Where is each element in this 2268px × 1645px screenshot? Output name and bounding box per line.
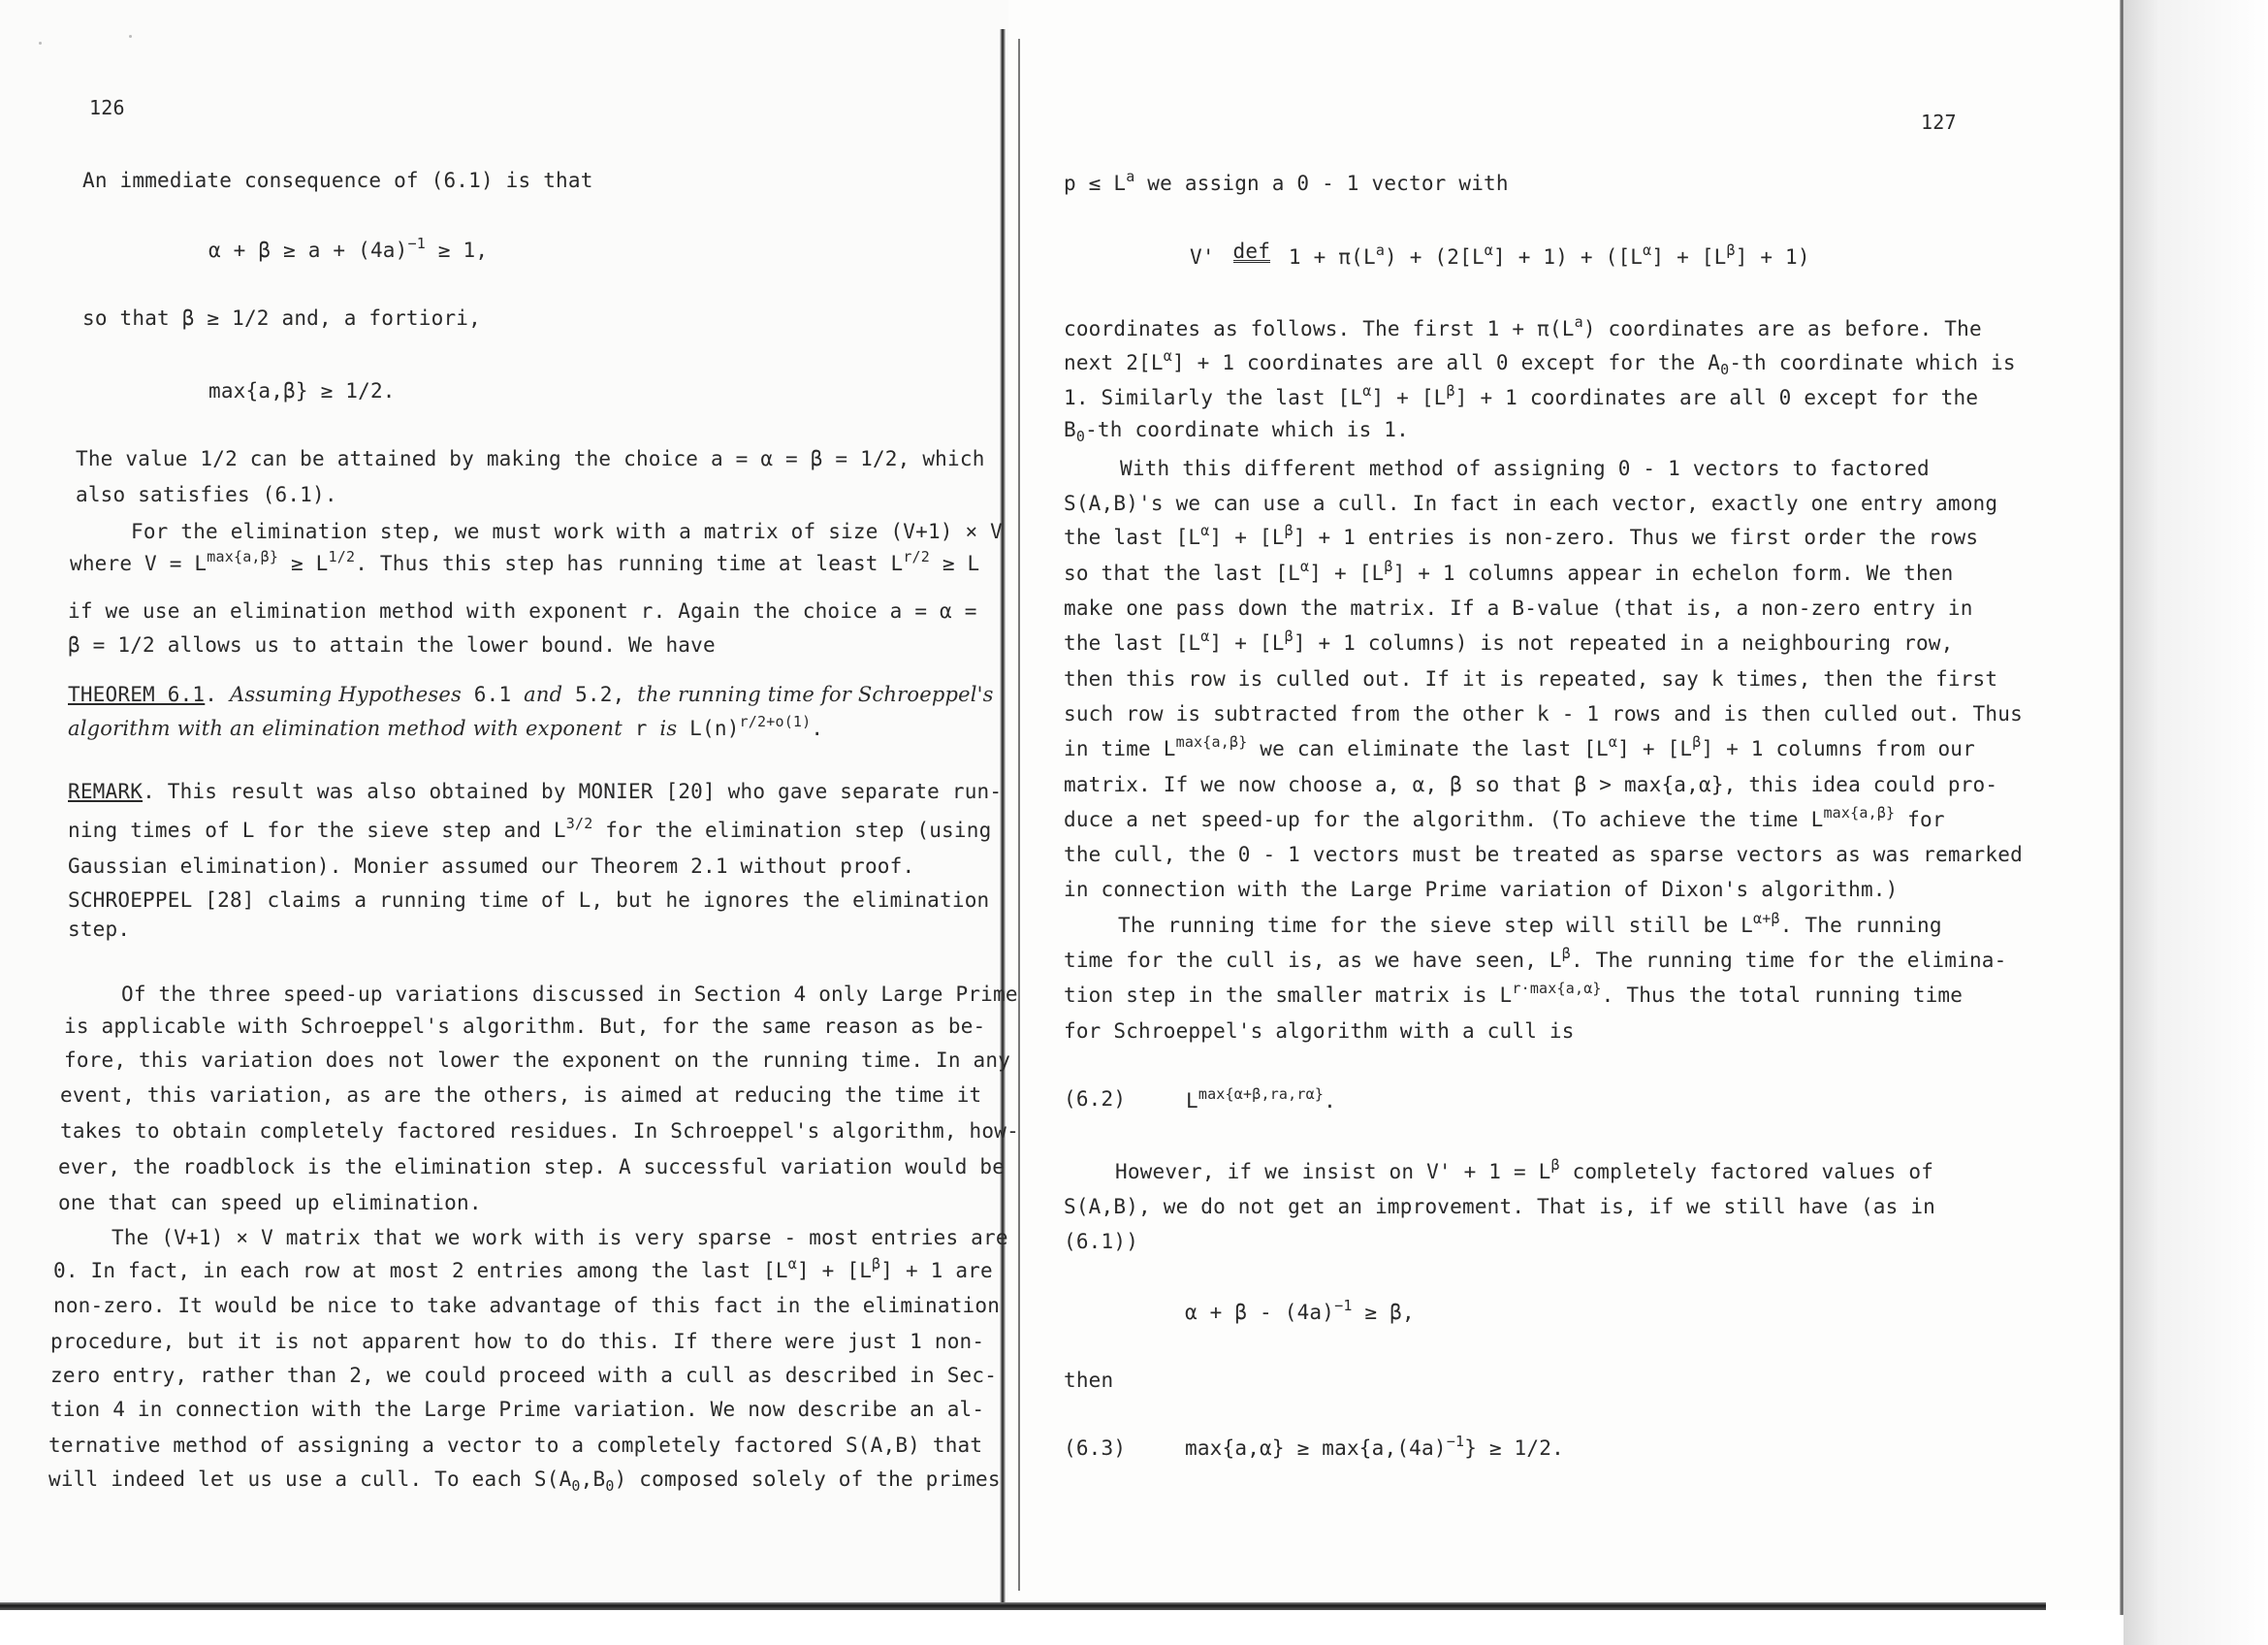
theorem-line: THEOREM 6.1. Assuming Hypotheses 6.1 and 5.2, the running time for Schroeppel's <box>68 683 994 706</box>
equation: $\alpha + \beta \ge a + (4a)^{-1} \ge 1$, <box>208 235 489 262</box>
remark-line: ning times of L for the sieve step and $L^{3/2}$ for the elimination step (using <box>68 815 992 842</box>
text-line: 0. In fact, in each row at most 2 entries among the last $[L^\alpha] + [L^\beta] + 1$ are <box>53 1255 993 1282</box>
page-gutter-line <box>1018 39 1020 1591</box>
scan-speck <box>129 35 132 38</box>
text-line: is applicable with Schroeppel's algorithm. But, for the same reason as be- <box>64 1015 986 1038</box>
text-line: tion 4 in connection with the Large Prime variation. We now describe an al- <box>50 1398 985 1421</box>
scan-margin <box>2124 0 2268 1645</box>
text-line: procedure, but it is not apparent how to do this. If there were just 1 non- <box>50 1330 985 1353</box>
text-line: takes to obtain completely factored residues. In Schroeppel's algorithm, how- <box>60 1119 1019 1143</box>
remark-line: step. <box>68 918 131 941</box>
text-line: coordinates as follows. The first $1 + \pi(L^a)$ coordinates are as before. The <box>1064 313 1982 340</box>
text-line: so that the last $[L^\alpha] + [L^\beta] + 1$ columns appear in echelon form. We then <box>1064 558 1954 585</box>
text-line: ternative method of assigning a vector to a completely factored S(A,B) that <box>48 1434 983 1457</box>
text-line: For the elimination step, we must work with a matrix of size (V+1) × V <box>131 520 1004 543</box>
text-line: The value 1/2 can be attained by making the choice a = α = β = 1/2, which <box>76 447 985 470</box>
right-page <box>1008 0 2124 1610</box>
text-line: then this row is culled out. If it is repeated, say k times, then the first <box>1064 667 1998 691</box>
text-line: so that β ≥ 1/2 and, a fortiori, <box>82 306 481 330</box>
text-line: The (V+1) × V matrix that we work with is very sparse - most entries are <box>112 1226 1008 1249</box>
text-line: (6.1)) <box>1064 1230 1139 1253</box>
text-line: Of the three speed-up variations discussed in Section 4 only Large Prime <box>121 983 1018 1006</box>
text-line: the cull, the 0 - 1 vectors must be treated as sparse vectors as was remarked <box>1064 843 2023 866</box>
book-spine <box>1000 29 1006 1610</box>
text-line: The running time for the sieve step will still be $L^{\alpha+\beta}$. The running <box>1118 910 1942 937</box>
text-line: An immediate consequence of (6.1) is that <box>82 169 593 192</box>
text-line: one that can speed up elimination. <box>58 1191 482 1214</box>
text-line: $B_0-th$ coordinate which is 1. <box>1064 418 1409 445</box>
page-number-right: 127 <box>1921 111 1957 134</box>
text-line: duce a net speed-up for the algorithm. (To achieve the time $L^{max\{a,\beta\}}$ for <box>1064 804 1945 831</box>
scan-speck <box>39 42 42 45</box>
remark-label: REMARK <box>68 780 144 803</box>
remark-line: SCHROEPPEL [28] claims a running time of L, but he ignores the elimination <box>68 888 990 912</box>
text-line: However, if we insist on $V' + 1 = L^\beta$ completely factored values of <box>1115 1156 1934 1183</box>
page-bottom-edge <box>0 1602 2046 1610</box>
theorem-label: THEOREM 6.1 <box>68 683 206 706</box>
equation-label: (6.2) <box>1064 1087 1127 1111</box>
text-line: then <box>1064 1369 1114 1392</box>
text-line: β = 1/2 allows us to attain the lower bound. We have <box>68 633 716 657</box>
text-line: zero entry, rather than 2, we could proceed with a cull as described in Sec- <box>50 1364 998 1387</box>
text-line: ever, the roadblock is the elimination step. A successful variation would be <box>58 1155 1006 1178</box>
equation: max{a,β} ≥ 1/2. <box>208 379 396 403</box>
text-line: fore, this variation does not lower the exponent on the running time. In any <box>64 1048 1011 1072</box>
page-number-left: 126 <box>89 96 125 119</box>
text-line: if we use an elimination method with exponent r. Again the choice a = α = <box>68 599 977 623</box>
text-line: in connection with the Large Prime variation of Dixon's algorithm.) <box>1064 878 1899 901</box>
text-line: where $V = L^{max\{a,\beta\}} \ge L^{1/2}$. Thus this step has running time at least $L^{r/2} \ge L$ <box>70 548 980 575</box>
equation: $L^{max\{\alpha+\beta,ra,r\alpha\}}$. <box>1186 1085 1336 1113</box>
text-line: also satisfies (6.1). <box>76 483 337 506</box>
text-line: in time $L^{max\{a,\beta\}}$ we can eliminate the last $[L^\alpha] + [L^\beta] + 1$ columns from our <box>1064 733 1975 760</box>
equation: $\max\{a,\alpha\} \ge \max\{a,(4a)^{-1}\} \ge 1/2$. <box>1185 1433 1564 1460</box>
text-line: S(A,B), we do not get an improvement. That is, if we still have (as in <box>1064 1195 1936 1218</box>
text-line: matrix. If we now choose a, α, β so that β > max{a,α}, this idea could pro- <box>1064 773 1998 796</box>
text-line: will indeed let us use a cull. To each $S(A_0,B_0)$ composed solely of the primes <box>48 1468 1001 1495</box>
equation: $\alpha + \beta - (4a)^{-1} \ge \beta$, <box>1185 1297 1415 1324</box>
text-line: 1. Similarly the last $[L^\alpha] + [L^\beta] + 1$ coordinates are all 0 except for the <box>1064 382 1979 409</box>
text-line: make one pass down the matrix. If a B-value (that is, a non-zero entry in <box>1064 597 1973 620</box>
text-line: the last $[L^\alpha] + [L^\beta] + 1$ entries is non-zero. Thus we first order the rows <box>1064 522 1979 549</box>
equation-label: (6.3) <box>1064 1436 1127 1460</box>
equation: V' def $1 + \pi(L^a) + (2[L^\alpha] + 1) + ([L^\alpha] + [L^\beta] + 1)$ <box>1190 240 1810 269</box>
text-line: event, this variation, as are the others, is aimed at reducing the time it <box>60 1083 982 1107</box>
text-line: S(A,B)'s we can use a cull. In fact in each vector, exactly one entry among <box>1064 492 1998 515</box>
remark-line: Gaussian elimination). Monier assumed our Theorem 2.1 without proof. <box>68 855 915 878</box>
remark-line: REMARK. This result was also obtained by MONIER [20] who gave separate run- <box>68 780 1003 803</box>
text-line: such row is subtracted from the other k - 1 rows and is then culled out. Thus <box>1064 702 2023 726</box>
text-line: next $2[L^\alpha] + 1$ coordinates are all 0 except for the $A_0-th$ coordinate which is <box>1064 347 2016 378</box>
text-line: the last $[L^\alpha] + [L^\beta] + 1$ columns) is not repeated in a neighbouring row, <box>1064 628 1954 655</box>
text-line: $p \le L^a$ we assign a 0 - 1 vector with <box>1064 168 1509 195</box>
text-line: With this different method of assigning 0 - 1 vectors to factored <box>1120 457 1930 480</box>
text-line: for Schroeppel's algorithm with a cull is <box>1064 1019 1575 1043</box>
text-line: non-zero. It would be nice to take advantage of this fact in the elimination <box>53 1294 1001 1317</box>
text-line: time for the cull is, as we have seen, $L^\beta$. The running time for the elimina- <box>1064 945 2007 972</box>
theorem-line: algorithm with an elimination method with exponent r is $L(n)^{r/2+o(1)}$. <box>68 713 824 740</box>
text-line: tion step in the smaller matrix is $L^{r\cdot max\{a,\alpha\}}$. Thus the total running time <box>1064 980 1964 1007</box>
